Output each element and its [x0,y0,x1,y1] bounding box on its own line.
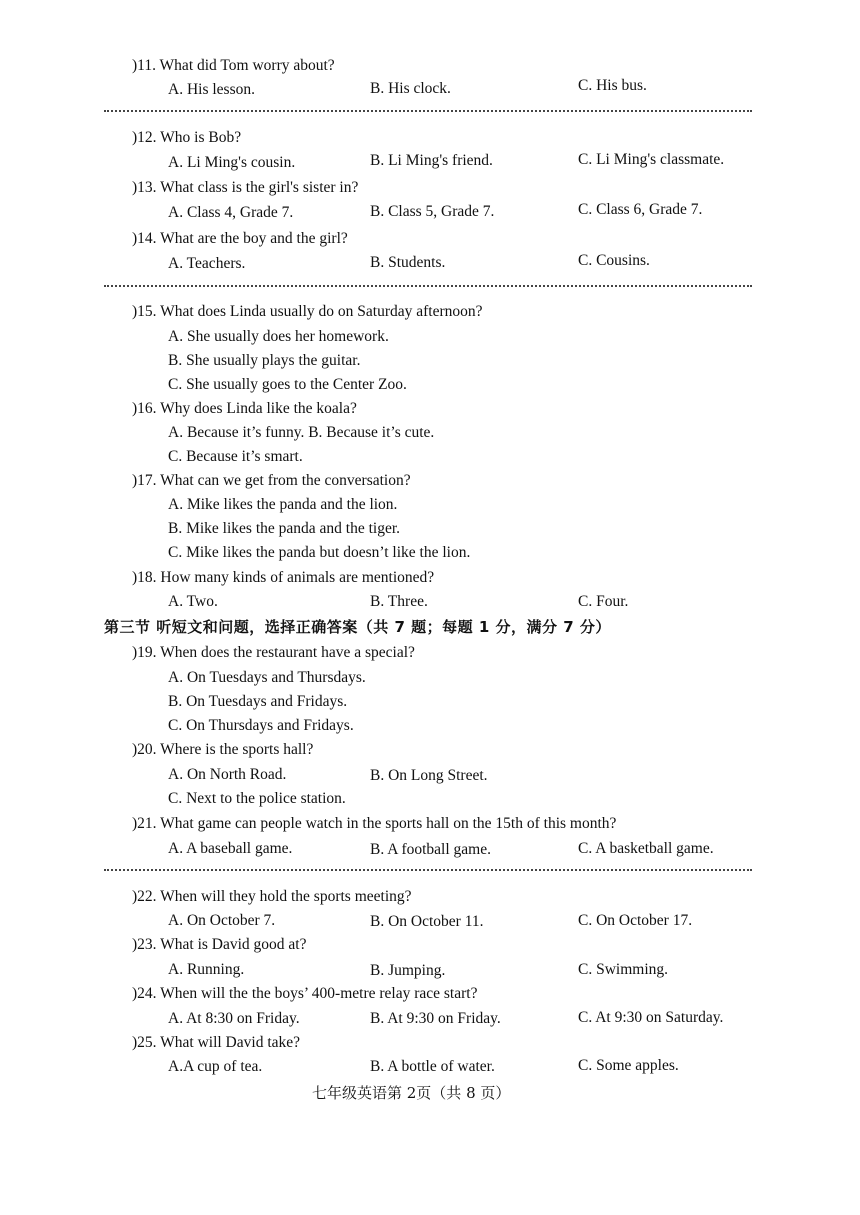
q15-option-b: B. She usually plays the guitar. [168,352,361,369]
question-12: )12. Who is Bob? [132,129,242,146]
q20-option-a: A. On North Road. [168,766,287,783]
question-24: )24. When will the the boys’ 400-metre relay race start? [132,985,478,1002]
q14-option-a: A. Teachers. [168,255,246,272]
q19-option-b: B. On Tuesdays and Fridays. [168,693,348,710]
q23-option-c: C. Swimming. [578,961,669,978]
q21-option-c: C. A basketball game. [578,840,714,857]
question-16: )16. Why does Linda like the koala? [132,400,357,417]
q11-option-c: C. His bus. [578,77,647,94]
q25-option-c: C. Some apples. [578,1057,679,1074]
q24-option-c: C. At 9:30 on Saturday. [578,1009,724,1026]
q22-option-b: B. On October 11. [370,913,484,930]
dotted-separator [104,285,752,287]
q13-option-c: C. Class 6, Grade 7. [578,201,703,218]
q24-option-b: B. At 9:30 on Friday. [370,1010,501,1027]
q12-option-b: B. Li Ming's friend. [370,152,493,169]
page-footer: 七年级英语第 2页（共 8 页） [312,1084,511,1102]
q18-option-a: A. Two. [168,593,218,610]
q21-option-b: B. A football game. [370,841,491,858]
dotted-separator [104,869,752,871]
q22-option-c: C. On October 17. [578,912,693,929]
section-3-heading: 第三节 听短文和问题，选择正确答案（共 7 题；每题 1 分，满分 7 分） [104,618,611,636]
q23-option-b: B. Jumping. [370,962,446,979]
question-20: )20. Where is the sports hall? [132,741,314,758]
q25-option-b: B. A bottle of water. [370,1058,495,1075]
q24-option-a: A. At 8:30 on Friday. [168,1010,300,1027]
q25-option-a: A.A cup of tea. [168,1058,263,1075]
q17-option-c: C. Mike likes the panda but doesn’t like the lion. [168,544,471,561]
q15-option-c: C. She usually goes to the Center Zoo. [168,376,407,393]
q16-option-c: C. Because it’s smart. [168,448,303,465]
question-11: )11. What did Tom worry about? [132,57,335,74]
q19-option-a: A. On Tuesdays and Thursdays. [168,669,366,686]
q14-option-c: C. Cousins. [578,252,650,269]
q23-option-a: A. Running. [168,961,245,978]
q13-option-b: B. Class 5, Grade 7. [370,203,495,220]
q17-option-b: B. Mike likes the panda and the tiger. [168,520,401,537]
question-22: )22. When will they hold the sports meeting? [132,888,412,905]
q18-option-c: C. Four. [578,593,629,610]
q11-option-b: B. His clock. [370,80,451,97]
question-19: )19. When does the restaurant have a special? [132,644,415,661]
q20-option-c: C. Next to the police station. [168,790,346,807]
q14-option-b: B. Students. [370,254,446,271]
question-15: )15. What does Linda usually do on Saturday afternoon? [132,303,483,320]
q13-option-a: A. Class 4, Grade 7. [168,204,294,221]
question-21: )21. What game can people watch in the sports hall on the 15th of this month? [132,815,617,832]
question-17: )17. What can we get from the conversation? [132,472,411,489]
q11-option-a: A. His lesson. [168,81,255,98]
q21-option-a: A. A baseball game. [168,840,293,857]
question-25: )25. What will David take? [132,1034,301,1051]
question-14: )14. What are the boy and the girl? [132,230,348,247]
q12-option-c: C. Li Ming's classmate. [578,151,725,168]
q12-option-a: A. Li Ming's cousin. [168,154,296,171]
dotted-separator [104,110,752,112]
q15-option-a: A. She usually does her homework. [168,328,389,345]
question-23: )23. What is David good at? [132,936,307,953]
question-13: )13. What class is the girl's sister in? [132,179,359,196]
q20-option-b: B. On Long Street. [370,767,488,784]
question-18: )18. How many kinds of animals are mentioned? [132,569,435,586]
q19-option-c: C. On Thursdays and Fridays. [168,717,354,734]
q18-option-b: B. Three. [370,593,428,610]
q22-option-a: A. On October 7. [168,912,276,929]
q16-option-ab: A. Because it’s funny. B. Because it’s cute. [168,424,435,441]
q17-option-a: A. Mike likes the panda and the lion. [168,496,398,513]
